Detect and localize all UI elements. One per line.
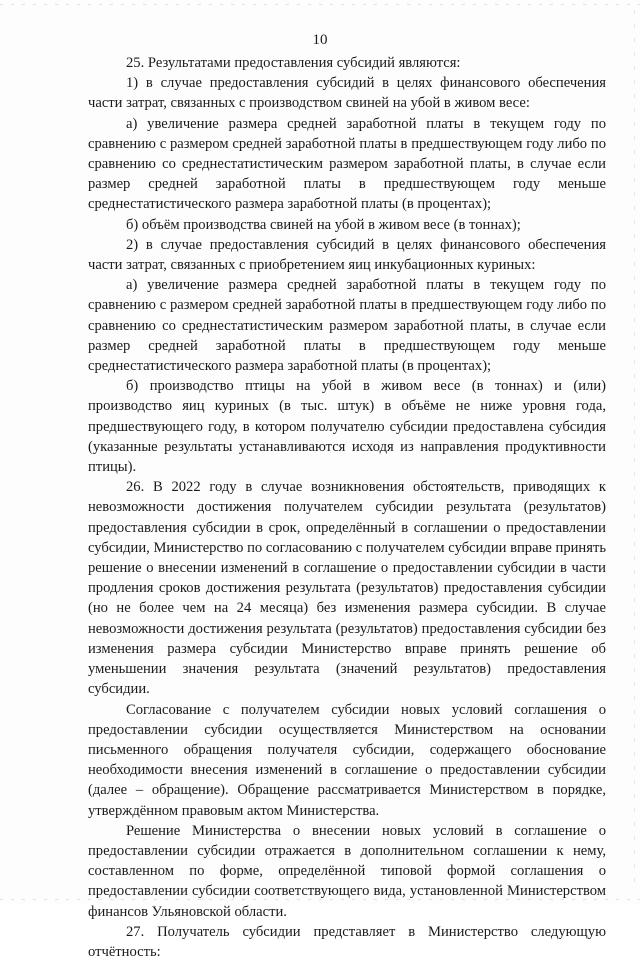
paragraph-25-item-1b: б) объём производства свиней на убой в живом весе (в тоннах);: [126, 216, 521, 233]
paragraph-26-agreement: Согласование с получателем субсидии новых условий соглашения о предоставлении субсидии осуществляется Министерством на основании письменного обращения получателя субсидии, содержащего обоснование необходимости внесения изменений в соглашение о предоставлении субсидии (далее – обращение). Обращение рассматривается Министерством в порядке, утверждённом правовым актом Министерства.: [88, 701, 606, 819]
paragraph-25-item-1a: а) увеличение размера средней заработной платы в текущем году по сравнению с размером средней заработной платы в предшествующем году либо по сравнению со среднестатистическим размером заработной платы, в случае если размер средней заработной платы в предшествующем году меньше среднестатистического размера заработной платы (в процентах);: [88, 115, 606, 213]
paragraph-25-item-2a: а) увеличение размера средней заработной платы в текущем году по сравнению с размером средней заработной платы в предшествующем году либо по сравнению со среднестатистическим размером заработной платы, в случае если размер средней заработной платы в предшествующем году меньше среднестатистического размера заработной платы (в процентах);: [88, 277, 606, 375]
paragraph-26-decision: Решение Министерства о внесении новых условий в соглашение о предоставлении субсидии отражается в дополнительном соглашении к нему, составленном по форме, определённой типовой формой соглашения о предоставлении субсидии соответствующего вида, установленной Министерством финансов Ульяновской области.: [88, 822, 606, 920]
paragraph-26: 26. В 2022 году в случае возникновения обстоятельств, приводящих к невозможности достижения получателем субсидии результата (результатов) предоставления субсидии в срок, определённый в соглашении о предоставлении субсидии, Министерство по согласованию с получателем субсидии вправе принять решение о внесении изменений в соглашение о предоставлении субсидии в части продления сроков достижения результата (результатов) предоставления субсидии (но не более чем на 24 месяца) без изменения размера субсидии. В случае невозможности достижения результата (результатов) предоставления субсидии без изменения размера субсидии Министерство вправе принять решение об уменьшении значения результата (значений результатов) предоставления субсидии.: [88, 479, 606, 698]
scan-edge-top: [0, 4, 640, 5]
scan-edge-right: [634, 10, 635, 890]
paragraph-25-item-2b: б) производство птицы на убой в живом весе (в тоннах) и (или) производство яиц куриных (в тыс. штук) в объёме не ниже уровня года, предшествующего году, в котором получателю субсидии предоставлена субсидия (указанные результаты устанавливаются исходя из направления продуктивности птицы).: [88, 378, 606, 476]
document-body: [88, 53, 606, 962]
page-number: 10: [312, 32, 328, 48]
paragraph-25-heading: 25. Результатами предоставления субсидий являются:: [126, 55, 461, 71]
paragraph-25-item-2: 2) в случае предоставления субсидий в целях финансового обеспечения части затрат, связанных с приобретением яиц инкубационных куриных:: [88, 236, 606, 274]
paragraph-27: 27. Получатель субсидии представляет в Министерство следующую отчётность:: [88, 923, 606, 960]
paragraph-25-item-1: 1) в случае предоставления субсидий в целях финансового обеспечения части затрат, связанных с производством свиней на убой в живом весе:: [88, 75, 606, 112]
